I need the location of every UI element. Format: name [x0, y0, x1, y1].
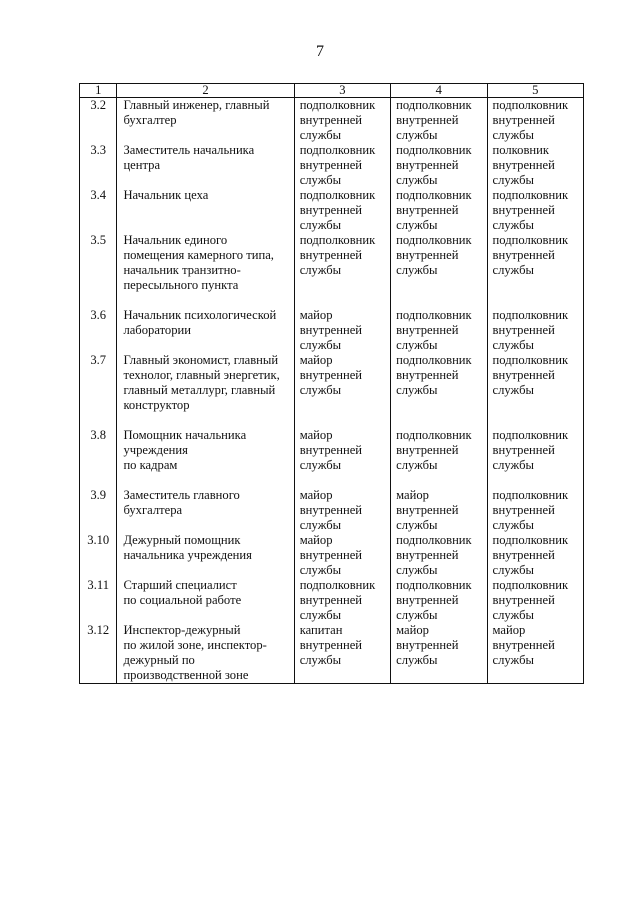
position-title-text: Заместитель начальника центра: [123, 143, 255, 172]
position-title-text: Инспектор-дежурный по жилой зоне, инспектор- дежурный по производственной зоне: [123, 623, 267, 682]
rank-col-5-text: подполковник внутренней службы: [492, 353, 569, 397]
rank-col-4-text: подполковник внутренней службы: [396, 533, 472, 577]
position-title-text: Начальник единого помещения камерного типа, начальник транзитно- пересыльного пункта: [123, 233, 274, 292]
row-number: [80, 353, 117, 428]
table-row: [80, 353, 584, 428]
rank-col-3: [294, 233, 390, 308]
rank-col-5-text: подполковник внутренней службы: [492, 98, 569, 142]
column-header: 3: [294, 84, 390, 98]
rank-col-5: [487, 233, 583, 308]
rank-col-3: [294, 488, 390, 533]
rank-col-5-text: подполковник внутренней службы: [492, 308, 569, 352]
column-header: 2: [117, 84, 294, 98]
rank-col-4-text: майор внутренней службы: [396, 623, 459, 667]
row-number-text: 3.8: [90, 428, 107, 442]
rank-col-5: [487, 578, 583, 623]
row-number: [80, 233, 117, 308]
table-row: [80, 533, 584, 578]
rank-col-3-text: майор внутренней службы: [299, 353, 363, 397]
position-title-text: Заместитель главного бухгалтера: [123, 488, 240, 517]
rank-col-5: [487, 308, 583, 353]
position-title-text: Начальник цеха: [123, 188, 209, 202]
table-header-row: [80, 84, 584, 98]
position-title: [117, 188, 294, 233]
rank-col-4: [391, 623, 487, 684]
row-number-text: 3.2: [90, 98, 107, 112]
position-title: [117, 578, 294, 623]
rank-col-3: [294, 353, 390, 428]
rank-col-5-text: подполковник внутренней службы: [492, 233, 569, 277]
rank-col-4: [391, 533, 487, 578]
row-number: [80, 533, 117, 578]
row-number-text: 3.9: [90, 488, 107, 502]
rank-col-4-text: подполковник внутренней службы: [396, 578, 472, 622]
rank-col-3: [294, 308, 390, 353]
rank-col-5-text: подполковник внутренней службы: [492, 533, 569, 577]
position-title: [117, 98, 294, 144]
row-number: [80, 488, 117, 533]
rank-col-3: [294, 428, 390, 488]
row-number-text: 3.5: [90, 233, 107, 247]
rank-col-4: [391, 143, 487, 188]
row-number-text: 3.11: [87, 578, 109, 592]
table-row: [80, 188, 584, 233]
row-number: [80, 578, 117, 623]
position-title: [117, 233, 294, 308]
rank-col-5: [487, 98, 583, 144]
row-number-text: 3.10: [87, 533, 110, 547]
rank-col-4: [391, 428, 487, 488]
row-number-text: 3.12: [87, 623, 110, 637]
rank-col-5: [487, 488, 583, 533]
rank-table: [79, 83, 584, 684]
position-title: [117, 533, 294, 578]
rank-col-3-text: подполковник внутренней службы: [299, 143, 376, 187]
rank-col-3-text: майор внутренней службы: [299, 488, 363, 532]
rank-col-3: [294, 143, 390, 188]
rank-col-5-text: подполковник внутренней службы: [492, 188, 569, 232]
rank-col-3: [294, 623, 390, 684]
position-title: [117, 308, 294, 353]
rank-col-4-text: подполковник внутренней службы: [396, 188, 472, 232]
rank-col-4: [391, 488, 487, 533]
row-number-text: 3.7: [90, 353, 107, 367]
position-title: [117, 143, 294, 188]
table-row: [80, 428, 584, 488]
column-header: 5: [487, 84, 583, 98]
table-row: [80, 98, 584, 144]
column-header: 4: [391, 84, 487, 98]
rank-col-5: [487, 533, 583, 578]
rank-col-5-text: полковник внутренней службы: [492, 143, 555, 187]
rank-col-4: [391, 188, 487, 233]
table-row: [80, 308, 584, 353]
rank-col-3-text: майор внутренней службы: [299, 308, 363, 352]
rank-col-4-text: подполковник внутренней службы: [396, 428, 472, 472]
rank-col-5: [487, 428, 583, 488]
rank-col-3-text: подполковник внутренней службы: [299, 98, 376, 142]
rank-col-3-text: подполковник внутренней службы: [299, 233, 376, 277]
rank-col-4: [391, 233, 487, 308]
rank-col-3: [294, 98, 390, 144]
rank-col-4-text: подполковник внутренней службы: [396, 353, 472, 397]
rank-col-5-text: подполковник внутренней службы: [492, 578, 569, 622]
rank-col-4-text: подполковник внутренней службы: [396, 143, 472, 187]
rank-col-4: [391, 578, 487, 623]
position-title-text: Главный экономист, главный технолог, главный энергетик, главный металлург, главный конструктор: [123, 353, 280, 412]
rank-col-3-text: капитан внутренней службы: [299, 623, 363, 667]
rank-col-3: [294, 533, 390, 578]
rank-col-5: [487, 143, 583, 188]
position-title-text: Главный инженер, главный бухгалтер: [123, 98, 270, 127]
rank-col-5-text: майор внутренней службы: [492, 623, 555, 667]
row-number: [80, 98, 117, 144]
rank-col-3: [294, 188, 390, 233]
position-title-text: Начальник психологической лаборатории: [123, 308, 277, 337]
rank-col-4-text: подполковник внутренней службы: [396, 233, 472, 277]
table-row: [80, 623, 584, 684]
table-row: [80, 578, 584, 623]
position-title-text: Дежурный помощник начальника учреждения: [123, 533, 252, 562]
position-title: [117, 623, 294, 684]
row-number: [80, 428, 117, 488]
row-number-text: 3.6: [90, 308, 107, 322]
row-number: [80, 143, 117, 188]
page-number: 7: [316, 43, 324, 60]
rank-col-4-text: майор внутренней службы: [396, 488, 459, 532]
rank-col-5: [487, 188, 583, 233]
table-row: [80, 233, 584, 308]
rank-col-4-text: подполковник внутренней службы: [396, 98, 472, 142]
position-title-text: Помощник начальника учреждения по кадрам: [123, 428, 247, 472]
row-number-text: 3.4: [90, 188, 107, 202]
rank-col-5-text: подполковник внутренней службы: [492, 488, 569, 532]
row-number: [80, 623, 117, 684]
rank-col-5: [487, 353, 583, 428]
rank-col-4: [391, 98, 487, 144]
rank-col-3: [294, 578, 390, 623]
rank-col-5: [487, 623, 583, 684]
row-number: [80, 308, 117, 353]
rank-col-4: [391, 353, 487, 428]
rank-col-5-text: подполковник внутренней службы: [492, 428, 569, 472]
position-title-text: Старший специалист по социальной работе: [123, 578, 242, 607]
column-header: 1: [80, 84, 117, 98]
rank-col-3-text: подполковник внутренней службы: [299, 188, 376, 232]
row-number-text: 3.3: [90, 143, 107, 157]
position-title: [117, 428, 294, 488]
table-row: [80, 143, 584, 188]
row-number: [80, 188, 117, 233]
rank-col-4-text: подполковник внутренней службы: [396, 308, 472, 352]
rank-col-3-text: майор внутренней службы: [299, 428, 363, 472]
rank-col-3-text: подполковник внутренней службы: [299, 578, 376, 622]
table-row: [80, 488, 584, 533]
position-title: [117, 488, 294, 533]
position-title: [117, 353, 294, 428]
rank-col-4: [391, 308, 487, 353]
rank-col-3-text: майор внутренней службы: [299, 533, 363, 577]
